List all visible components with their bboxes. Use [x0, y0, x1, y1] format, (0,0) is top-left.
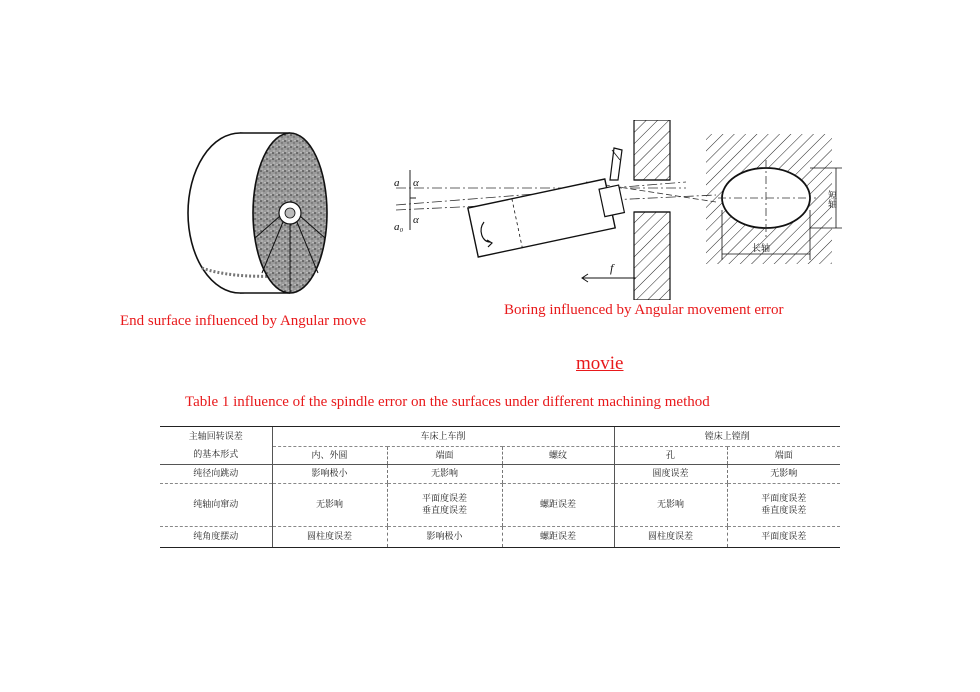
end-surface-drawing [140, 128, 385, 306]
boring-drawing [386, 120, 876, 300]
row-label: 纯角度摆动 [160, 527, 272, 548]
header-group-lathe: 车床上车削 [272, 427, 614, 447]
end-surface-figure [140, 128, 385, 306]
table-cell [502, 465, 614, 484]
table-cell: 影响极小 [272, 465, 387, 484]
row-label: 纯径向跳动 [160, 465, 272, 484]
end-surface-caption: End surface influenced by Angular move [120, 313, 367, 329]
table-cell: 平面度误差 垂直度误差 [727, 484, 840, 527]
table-cell: 圆柱度误差 [272, 527, 387, 548]
header-corner-line2: 的基本形式 [160, 447, 272, 465]
table-cell: 圆度误差 [614, 465, 727, 484]
label-feed: f [610, 261, 614, 275]
table-cell: 无影响 [272, 484, 387, 527]
table-cell: 圆柱度误差 [614, 527, 727, 548]
label-alpha-bottom: α [413, 214, 419, 226]
label-a0: a₀ [394, 221, 404, 233]
table-cell: 螺距误差 [502, 484, 614, 527]
table-row [160, 484, 840, 527]
label-a: a [394, 177, 400, 189]
boring-caption: Boring influenced by Angular movement error [504, 302, 784, 318]
header-col-end-face: 端面 [387, 447, 502, 465]
table-cell: 平面度误差 [727, 527, 840, 548]
row-label: 纯轴向窜动 [160, 484, 272, 527]
label-long-axis: 长轴 [752, 244, 771, 254]
table-cell: 无影响 [614, 484, 727, 527]
table-cell: 平面度误差 垂直度误差 [387, 484, 502, 527]
table-row [160, 527, 840, 548]
spindle-error-table [160, 426, 840, 548]
table-cell: 影响极小 [387, 527, 502, 548]
header-col-inner-outer: 内、外圆 [272, 447, 387, 465]
movie-link[interactable]: movie [576, 353, 624, 374]
header-col-thread: 螺纹 [502, 447, 614, 465]
table-cell: 无影响 [727, 465, 840, 484]
table-title: Table 1 influence of the spindle error on the surfaces under different machining method [185, 394, 710, 410]
table-row [160, 465, 840, 484]
label-short-axis: 短轴 [826, 190, 836, 208]
boring-figure [386, 120, 876, 300]
table-cell: 无影响 [387, 465, 502, 484]
header-col-hole: 孔 [614, 447, 727, 465]
header-col-end-face-boring: 端面 [727, 447, 840, 465]
header-group-boring: 镗床上镗削 [614, 427, 840, 447]
table-cell: 螺距误差 [502, 527, 614, 548]
header-corner-line1: 主轴回转误差 [160, 427, 272, 447]
label-alpha-top: α [413, 177, 419, 189]
